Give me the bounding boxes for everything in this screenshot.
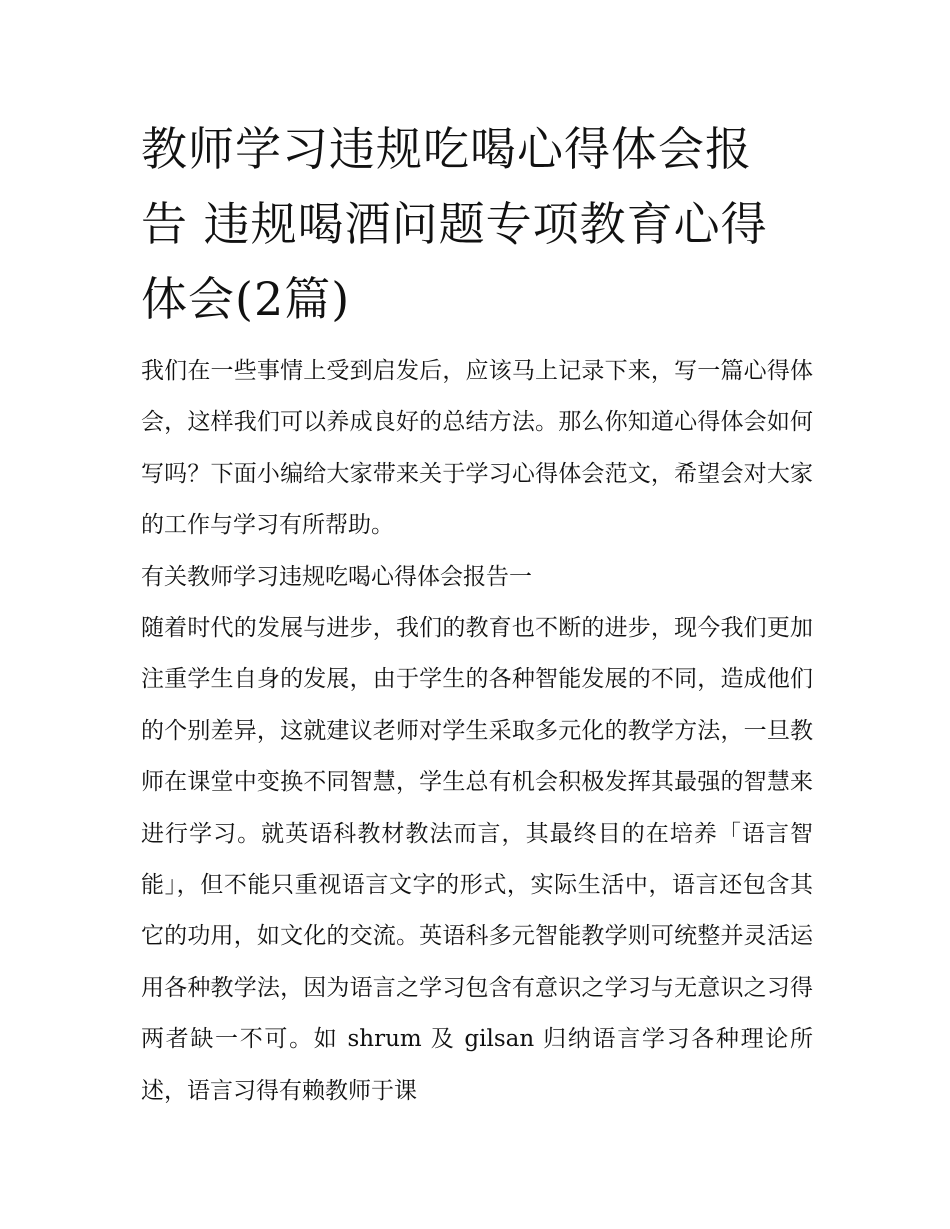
document-title: 教师学习违规吃喝心得体会报 告 违规喝酒问题专项教育心得 体会(2篇) [141,122,768,326]
section-heading: 有关教师学习违规吃喝心得体会报告一 [141,563,532,590]
document-page [141,112,813,1117]
intro-paragraph: 我们在一些事情上受到启发后，应该马上记录下来，写一篇心得体会，这样我们可以养成良好的总结方法。那么你知道心得体会如何写吗？下面小编给大家带来关于学习心得体会范文，希望会对大家的工作与学习有所帮助。 [141,358,813,539]
document-body [141,346,813,1117]
body-paragraph: 随着时代的发展与进步，我们的教育也不断的进步，现今我们更加注重学生自身的发展，由于学生的各种智能发展的不同，造成他们的个别差异，这就建议老师对学生采取多元化的教学方法，一旦教师在课堂中变换不同智慧，学生总有机会积极发挥其最强的智慧来进行学习。就英语科教材教法而言，其最终目的在培养「语言智能」，但不能只重视语言文字的形式，实际生活中，语言还包含其它的功用，如文化的交流。英语科多元智能教学则可统整并灵活运用各种教学法，因为语言之学习包含有意识之学习与无意识之习得两者缺一不可。如 shrum 及 gilsan 归纳语言学习各种理论所述，语言习得有赖教师于课 [141,615,813,1104]
